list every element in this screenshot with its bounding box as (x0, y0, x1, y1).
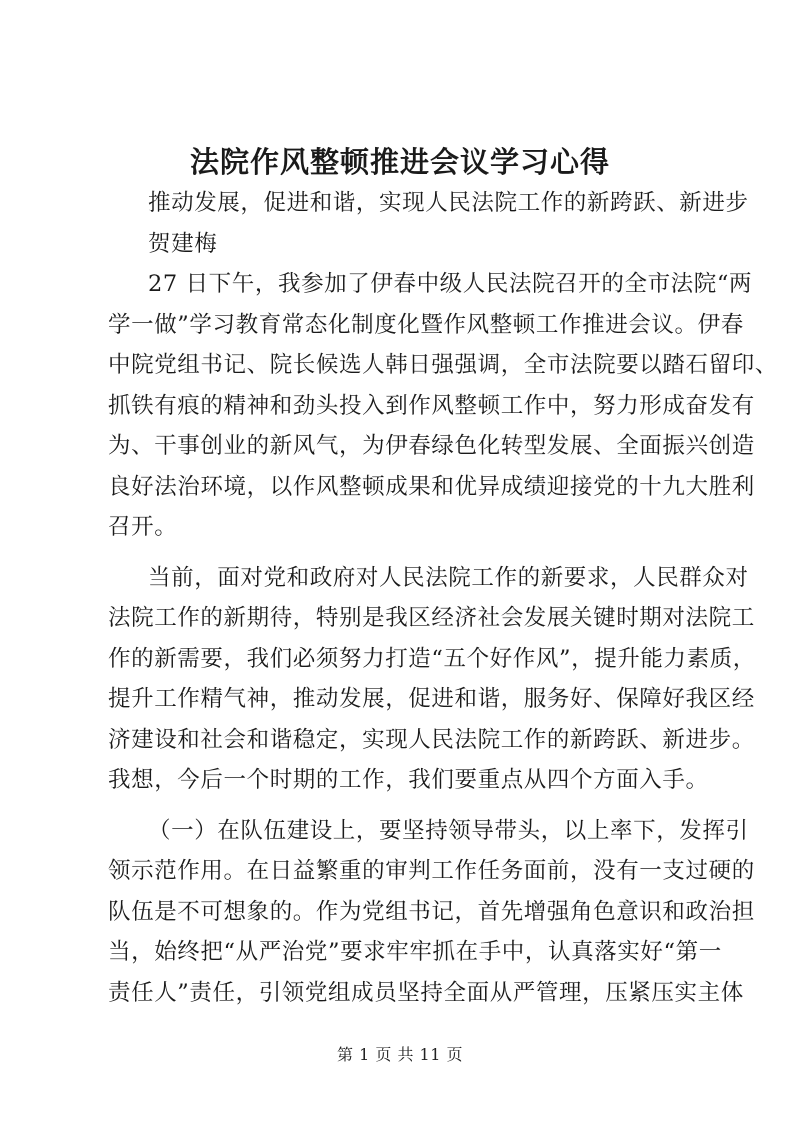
paragraph-line: 学一做”学习教育常态化制度化暨作风整顿工作推进会议。伊春 (108, 311, 744, 338)
document-body (108, 183, 778, 1013)
subtitle: 推动发展，促进和谐，实现人民法院工作的新跨跃、新进步 (148, 190, 749, 216)
author: 贺建梅 (148, 230, 218, 257)
paragraph-line: 领示范作用。在日益繁重的审判工作任务面前，没有一支过硬的 (108, 858, 755, 884)
paragraph-line: 27 日下午，我参加了伊春中级人民法院召开的全市法院“两 (148, 271, 753, 297)
paragraph-line: 当前，面对党和政府对人民法院工作的新要求，人民群众对 (148, 564, 749, 591)
page-number-footer: 第 1 页 共 11 页 (337, 1045, 463, 1064)
paragraph-line: 当，始终把“从严治党”要求牢牢抓在手中，认真落实好“第一 (108, 939, 722, 965)
paragraph-line: 责任人”责任，引领党组成员坚持全面从严管理，压紧压实主体 (108, 979, 744, 1006)
paragraph-2 (108, 558, 756, 801)
paragraph-line: 抓铁有痕的精神和劲头投入到作风整顿工作中，努力形成奋发有 (108, 392, 755, 419)
paragraph-line: 作的新需要，我们必须努力打造“五个好作风”，提升能力素质， (108, 645, 756, 672)
paragraph-line: 济建设和社会和谐稳定，实现人民法院工作的新跨跃、新进步。 (108, 726, 755, 753)
paragraph-line: 召开。 (108, 514, 178, 540)
paragraph-gap (108, 801, 708, 811)
paragraph-line: 为、干事创业的新风气，为伊春绿色化转型发展、全面振兴创造 (108, 433, 755, 459)
paragraph-line: 提升工作精气神，推动发展，促进和谐，服务好、保障好我区经 (108, 686, 755, 712)
paragraph-gap (108, 548, 708, 558)
paragraph-line: （一）在队伍建设上，要坚持领导带头，以上率下，发挥引 (148, 817, 749, 844)
document-title: 法院作风整顿推进会议学习心得 (189, 145, 610, 179)
paragraph-line: 法院工作的新期待，特别是我区经济社会发展关键时期对法院工 (108, 605, 755, 631)
paragraph-3 (108, 811, 755, 1014)
paragraph-1 (108, 264, 778, 548)
paragraph-line: 队伍是不可想象的。作为党组书记，首先增强角色意识和政治担 (108, 898, 755, 925)
paragraph-line: 我想，今后一个时期的工作，我们要重点从四个方面入手。 (108, 767, 709, 793)
paragraph-line: 良好法治环境，以作风整顿成果和优异成绩迎接党的十九大胜利 (108, 473, 755, 500)
paragraph-line: 中院党组书记、院长候选人韩日强强调，全市法院要以踏石留印、 (108, 352, 778, 378)
